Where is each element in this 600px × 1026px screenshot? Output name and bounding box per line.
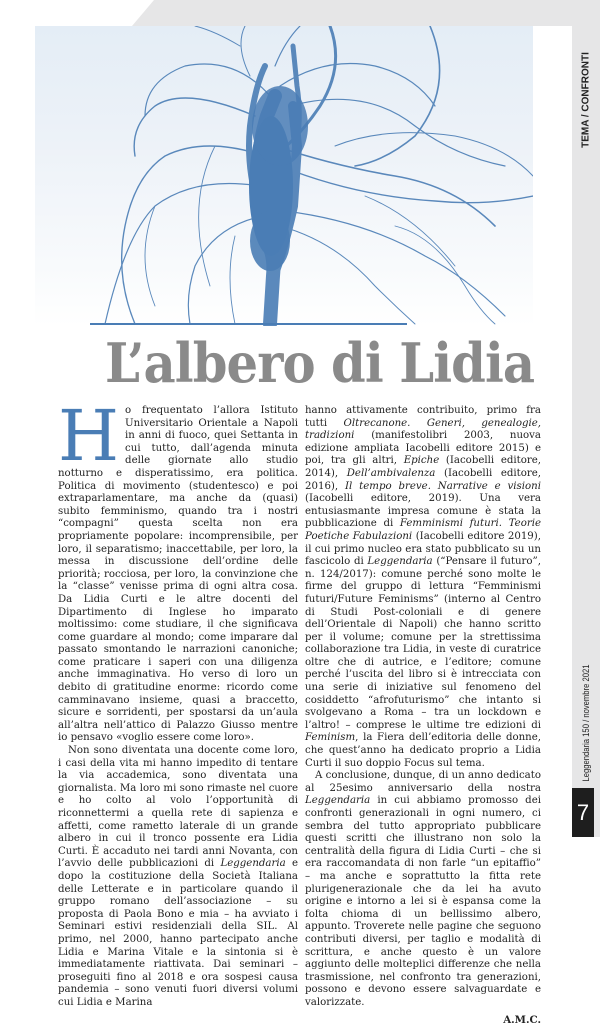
text-run: (Iacobelli editore, 2014),: [305, 455, 541, 479]
italic-title: Leggendaria: [367, 556, 432, 567]
paragraph: Ho frequentato l’allora Istituto Universitario Orientale a Napoli in anni di fuoco, quei Settanta in cui tutto, dall’agenda minuta delle giornate allo studio notturno e disperatissimo, era politica. Politica di movimento (studentesco) e poi extraparlamentare, ma anche da (quasi) subito femminismo, quando tra i nostri “compagni” questa scelta non era propriamente popolare: incomprensibile, per loro, il separatismo; inaccettabile, per loro, la messa in discussione dell’ordine delle priorità; rocciosa, per loro, la convinzione che la “classe” venisse prima di ogni altra cosa. Da Lidia Curti e le altre docenti del Dipartimento di Inglese ho imparato moltissimo: come studiare, il che significava come guardare al mondo; come imparare dal passato smontando le narrazioni canoniche; come praticare i saperi con una diligenza anche immaginativa. Ho verso di loro un debito di gratitudine enorme: ricordo come camminavano insieme, quasi a braccetto, sicure e sorridenti, per spostarsi da un’aula all’altra nell’attico di Palazzo Giusso mentre io pensavo «voglio essere come loro».: [58, 405, 298, 745]
paragraph: [305, 405, 541, 770]
text-run: , la Fiera dell’editoria delle donne, che quest’anno ha dedicato proprio a Lidia Curti il suo doppio Focus sul tema.: [305, 732, 541, 768]
article-column-right: [305, 405, 541, 1026]
text-run: (Iacobelli editore 2019), il cui primo nucleo era stato pubblicato su un fascicolo di: [305, 531, 541, 567]
issue-label: Leggendaria 150 / novembre 2021: [574, 660, 598, 785]
top-gray-band: [0, 0, 600, 26]
italic-title: Dell’ambivalenza: [347, 468, 436, 479]
page-number: 7: [572, 788, 594, 837]
text-run: (Iacobelli editore, 2016),: [305, 468, 541, 492]
author-signature: A.M.C.: [305, 1014, 541, 1026]
drop-cap: H: [58, 407, 119, 465]
article-title: L’albero di Lidia: [105, 330, 534, 396]
text-run: in cui abbiamo promosso dei confronti generazionali in ogni numero, ci sembra del tutto appropriato pubblicare questi scritti che illustrano non solo la centralità della figura di Lidia Curti – che si era raccomandata di non farle “un epitaffio” – ma anche e soprattutto la fitta rete plurigenerazionale che da lei ha avuto origine e intorno a lei si è espansa come la folta chioma di un bellissimo albero, appunto. Troverete nelle pagine che seguono contributi diversi, per taglio e modalità di scrittura, e anche questo è un valore aggiunto delle molteplici differenze che nella trasmissione, nel confronto tra generazioni, possono e devono essere salvaguardate e valorizzate.: [305, 795, 541, 1008]
section-label: TEMA / CONFRONTI: [574, 30, 598, 170]
article-column-left: [58, 405, 298, 1010]
italic-title: Leggendaria: [305, 795, 370, 806]
text-run: (“Pensare il futuro”, n. 124/2017): comune perché sono molte le firme del gruppo di lettura “Femminismi futuri/Future Feminisms” (interno al Centro di Studi Post-coloniali e di genere dell’Orientale di Napoli) che hanno scritto per il volume; comune per la strettissima collaborazione tra Lidia, in veste di curatrice oltre che di autrice, e l’editore; comune perché l’uscita del libro si è intrecciata con una serie di iniziative sul fenomeno del cosiddetto “afrofuturismo” che intanto si svolgevano a Roma – tra un lockdown e l’altro! – comprese le ultime tre edizioni di: [305, 556, 541, 731]
text-run: (manifestolibri 2003, nuova edizione ampliata Iacobelli editore 2015) e poi, tra gli altri,: [305, 430, 541, 466]
paragraph: [305, 770, 541, 1009]
text-run: hanno attivamente contribuito, primo fra tutti: [305, 405, 541, 429]
tree-icon: [35, 26, 533, 326]
hero-tree-illustration: [35, 26, 533, 326]
paragraph: Non sono diventata una docente come loro, i casi della vita mi hanno impedito di tentare la via accademica, sono diventata una giornalista. Ma loro mi sono rimaste nel cuore e ho colto al volo l’opportunità di riconnettermi a quella rete di sapienza e affetti, come rametto laterale di un grande albero in cui il tronco possente era Lidia Curti. È accaduto nei tardi anni Novanta, con l’avvio delle pubblicazioni di Leggendaria e dopo la costituzione della Società Italiana delle Letterate e in particolare quando il gruppo romano dell’associazione – su proposta di Paola Bono e mia – ha avviato i Seminari estivi residenziali della SIL. Al primo, nel 2000, hanno partecipato anche Lidia e Marina Vitale e la sintonia si è immediatamente riattivata. Dai seminari – proseguiti fino al 2018 e ora sospesi causa pandemia – sono venuti fuori diversi volumi cui Lidia e Marina: [58, 745, 298, 1009]
italic-title: Oltrecanone. Generi, genealogie, tradizioni: [305, 418, 541, 442]
italic-title: Il tempo breve. Narrative e visioni: [345, 481, 541, 492]
italic-title: Femminismi futuri. Teorie Poetiche Fabulazioni: [305, 518, 541, 542]
italic-title: Feminism: [305, 732, 355, 743]
text-run: (Iacobelli editore, 2019). Una vera entusiasmante impresa comune è stata la pubblicazione di: [305, 493, 541, 529]
text-run: A conclusione, dunque, di un anno dedicato al 25esimo anniversario della nostra: [305, 770, 541, 794]
italic-title: Epiche: [404, 455, 440, 466]
